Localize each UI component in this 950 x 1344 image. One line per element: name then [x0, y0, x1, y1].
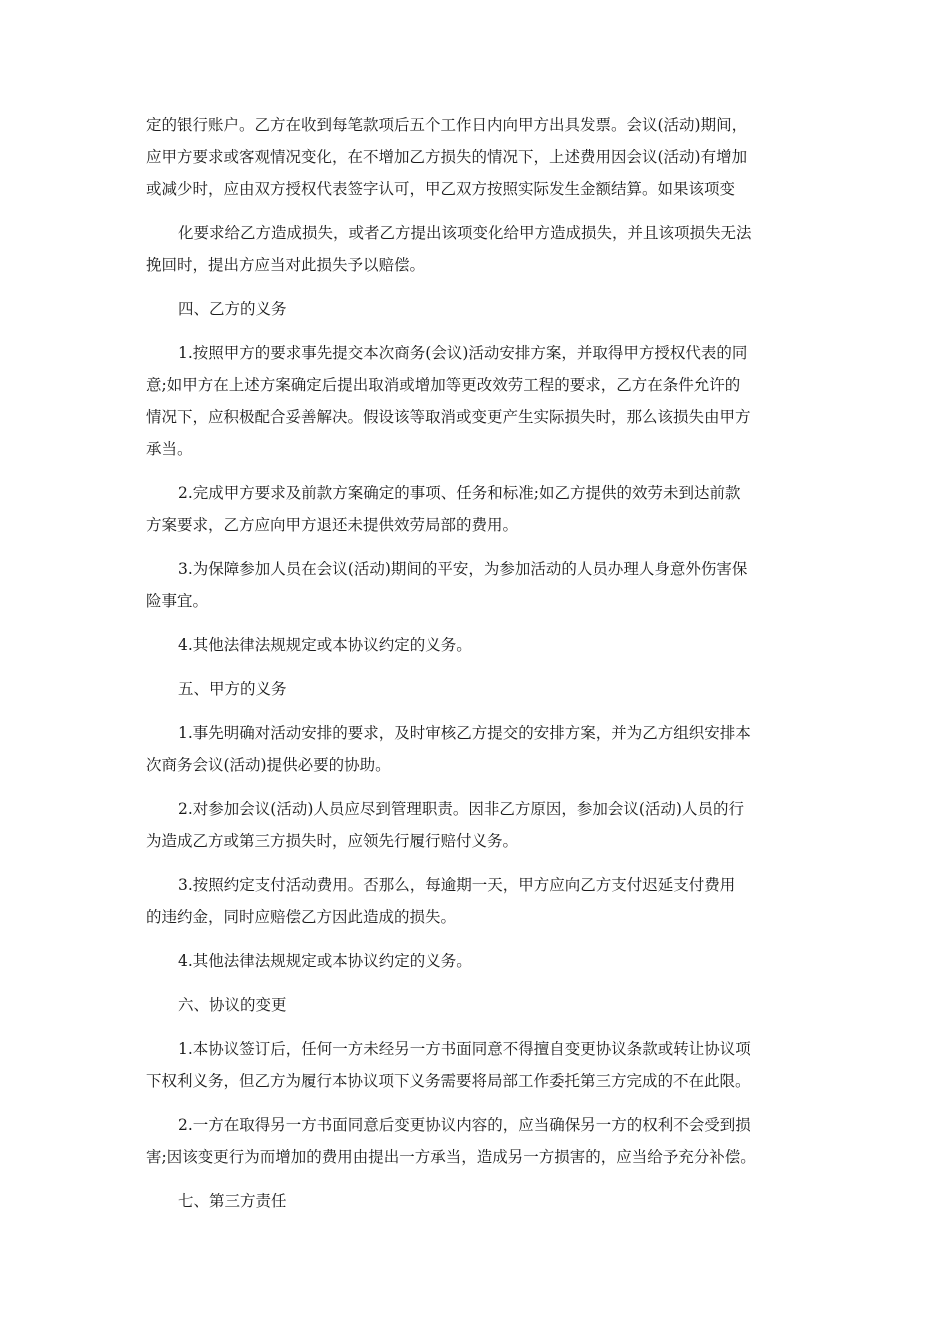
text-line: 情况下，应积极配合妥善解决。假设该等取消或变更产生实际损失时，那么该损失由甲方 — [146, 408, 751, 426]
section-heading-party-a-obligations: 五、甲方的义务 — [178, 680, 287, 698]
text-line: 2.完成甲方要求及前款方案确定的事项、任务和标准;如乙方提供的效劳未到达前款 — [178, 484, 741, 502]
text-line: 意;如甲方在上述方案确定后提出取消或增加等更改效劳工程的要求，乙方在条件允许的 — [146, 376, 741, 394]
text-line: 应甲方要求或客观情况变化，在不增加乙方损失的情况下，上述费用因会议(活动)有增加 — [146, 148, 748, 166]
text-line: 2.对参加会议(活动)人员应尽到管理职责。因非乙方原因，参加会议(活动)人员的行 — [178, 800, 744, 818]
text-line: 2.一方在取得另一方书面同意后变更协议内容的，应当确保另一方的权利不会受到损 — [178, 1116, 751, 1134]
clause-item: 4.其他法律法规规定或本协议约定的义务。 — [178, 952, 472, 970]
text-line: 险事宜。 — [146, 592, 209, 610]
text-line: 1.本协议签订后，任何一方未经另一方书面同意不得擅自变更协议条款或转让协议项 — [178, 1040, 751, 1058]
section-heading-third-party-liability: 七、第三方责任 — [178, 1192, 287, 1210]
text-line: 承当。 — [146, 440, 193, 458]
text-line: 下权利义务，但乙方为履行本协议项下义务需要将局部工作委托第三方完成的不在此限。 — [146, 1072, 751, 1090]
section-heading-party-b-obligations: 四、乙方的义务 — [178, 300, 287, 318]
text-line: 1.事先明确对活动安排的要求，及时审核乙方提交的安排方案，并为乙方组织安排本 — [178, 724, 751, 742]
text-line: 3.为保障参加人员在会议(活动)期间的平安，为参加活动的人员办理人身意外伤害保 — [178, 560, 748, 578]
text-line: 定的银行账户。乙方在收到每笔款项后五个工作日内向甲方出具发票。会议(活动)期间， — [146, 116, 748, 134]
text-line: 的违约金，同时应赔偿乙方因此造成的损失。 — [146, 908, 457, 926]
text-line: 化要求给乙方造成损失，或者乙方提出该项变化给甲方造成损失，并且该项损失无法 — [178, 224, 752, 242]
text-line: 1.按照甲方的要求事先提交本次商务(会议)活动安排方案，并取得甲方授权代表的同 — [178, 344, 748, 362]
text-line: 为造成乙方或第三方损失时，应领先行履行赔付义务。 — [146, 832, 519, 850]
section-heading-agreement-changes: 六、协议的变更 — [178, 996, 287, 1014]
text-line: 害;因该变更行为而增加的费用由提出一方承当，造成另一方损害的，应当给予充分补偿。 — [146, 1148, 756, 1166]
text-line: 或减少时，应由双方授权代表签字认可，甲乙双方按照实际发生金额结算。如果该项变 — [146, 180, 736, 198]
text-line: 挽回时，提出方应当对此损失予以赔偿。 — [146, 256, 426, 274]
text-line: 3.按照约定支付活动费用。否那么，每逾期一天，甲方应向乙方支付迟延支付费用 — [178, 876, 736, 894]
clause-item: 4.其他法律法规规定或本协议约定的义务。 — [178, 636, 472, 654]
text-line: 次商务会议(活动)提供必要的协助。 — [146, 756, 391, 774]
text-line: 方案要求，乙方应向甲方退还未提供效劳局部的费用。 — [146, 516, 519, 534]
